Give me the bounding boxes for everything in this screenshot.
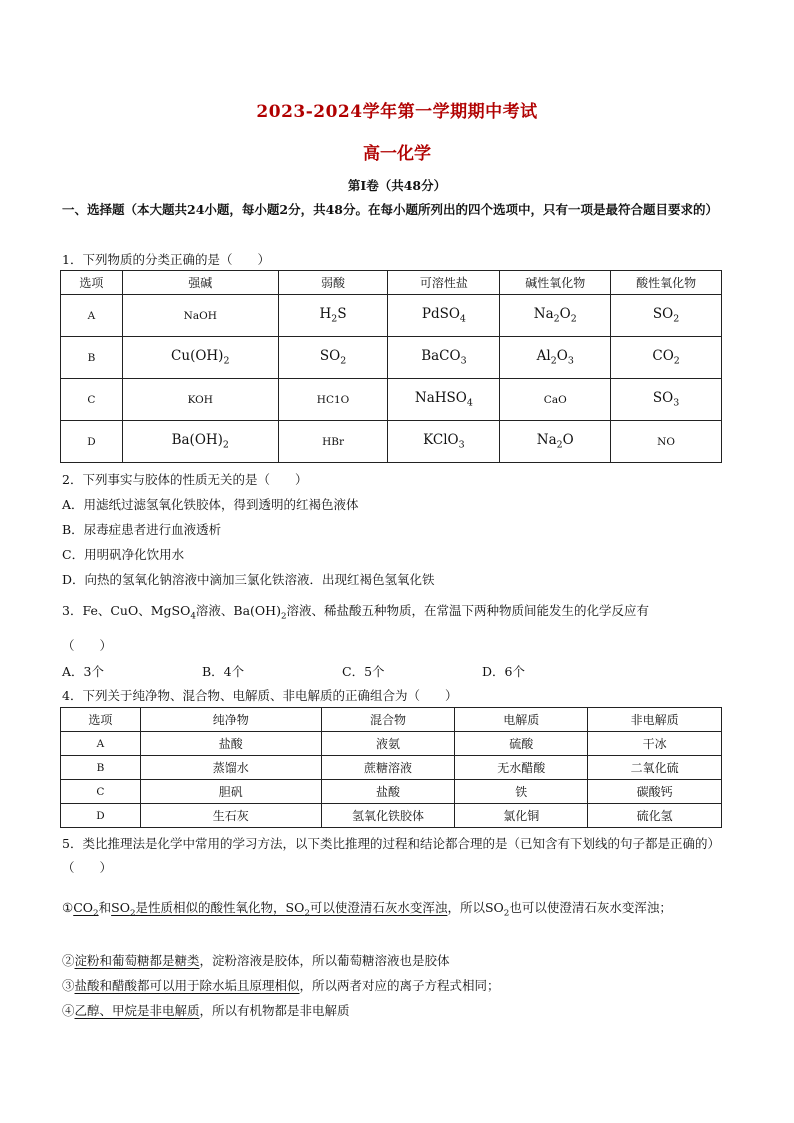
option-cell: C	[61, 379, 123, 421]
table-cell: 干冰	[588, 732, 722, 756]
q1-header-cell: 强碱	[122, 271, 278, 295]
q4-header-cell: 选项	[61, 708, 141, 732]
formula-cell: KOH	[122, 379, 278, 421]
q2-option-d: D．向热的氢氧化钠溶液中滴加三氯化铁溶液．出现红褐色氢氧化铁	[62, 572, 435, 587]
q2-option-b: B．尿毒症患者进行血液透析	[62, 522, 222, 537]
table-cell: 蔗糖溶液	[321, 756, 455, 780]
q4-header-cell: 非电解质	[588, 708, 722, 732]
formula-cell: $SO_2$	[278, 337, 388, 379]
formula-cell: NaOH	[122, 295, 278, 337]
option-cell: B	[61, 337, 123, 379]
q1-header-cell: 可溶性盐	[388, 271, 500, 295]
formula-cell: CaO	[500, 379, 611, 421]
option-cell: B	[61, 756, 141, 780]
table-row	[61, 295, 722, 337]
q1-header-cell: 选项	[61, 271, 123, 295]
table-cell: 液氨	[321, 732, 455, 756]
formula-cell: $H_2S$	[278, 295, 388, 337]
formula-cell: $Na_2O$	[500, 421, 611, 463]
q1-header-cell: 弱酸	[278, 271, 388, 295]
q2-stem: 2．下列事实与胶体的性质无关的是（ ）	[62, 472, 308, 487]
q1-header-cell: 酸性氧化物	[611, 271, 722, 295]
table-cell: 氯化铜	[455, 804, 588, 828]
formula-cell: $Al_2O_3$	[500, 337, 611, 379]
option-cell: A	[61, 295, 123, 337]
table-cell: 盐酸	[140, 732, 321, 756]
q3-option-a: A．3个	[62, 664, 104, 679]
section-instruction: 一、选择题（本大题共24小题，每小题2分，共48分。在每小题所列出的四个选项中，只有一项是最符合题目要求的）	[62, 202, 718, 217]
table-cell: 硫化氢	[588, 804, 722, 828]
q1-stem: 1．下列物质的分类正确的是（ ）	[62, 252, 270, 267]
formula-cell: $SO_3$	[611, 379, 722, 421]
q3-option-c: C．5个	[342, 664, 385, 679]
q2-option-a: A．用滤纸过滤氢氧化铁胶体，得到透明的红褐色液体	[62, 497, 359, 512]
table-cell: 碳酸钙	[588, 780, 722, 804]
q5-item-2: ②淀粉和葡萄糖都是糖类，淀粉溶液是胶体，所以葡萄糖溶液也是胶体	[62, 953, 450, 968]
table-row	[61, 780, 722, 804]
table-cell: 铁	[455, 780, 588, 804]
table-row	[61, 804, 722, 828]
table-cell: 生石灰	[140, 804, 321, 828]
formula-cell: $SO_2$	[611, 295, 722, 337]
formula-cell: $CO_2$	[611, 337, 722, 379]
subject-title: 高一化学	[363, 144, 431, 164]
option-cell: D	[61, 421, 123, 463]
formula-cell: $Na_2O_2$	[500, 295, 611, 337]
q3-stem-cont: （ ）	[62, 638, 113, 653]
table-cell: 蒸馏水	[140, 756, 321, 780]
q2-option-c: C．用明矾净化饮用水	[62, 547, 185, 562]
table-cell: 盐酸	[321, 780, 455, 804]
volume-title: 第Ⅰ卷（共48分）	[347, 178, 447, 193]
q5-item-4: ④乙醇、甲烷是非电解质，所以有机物都是非电解质	[62, 1003, 350, 1018]
q4-header-cell: 纯净物	[140, 708, 321, 732]
formula-cell: $Ba(OH)_2$	[122, 421, 278, 463]
q4-stem: 4．下列关于纯净物、混合物、电解质、非电解质的正确组合为（ ）	[62, 688, 458, 703]
table-cell: 无水醋酸	[455, 756, 588, 780]
option-cell: D	[61, 804, 141, 828]
formula-cell: $Cu(OH)_2$	[122, 337, 278, 379]
table-row	[61, 732, 722, 756]
option-cell: C	[61, 780, 141, 804]
option-cell: A	[61, 732, 141, 756]
q4-header-cell: 混合物	[321, 708, 455, 732]
table-row	[61, 379, 722, 421]
table-cell: 胆矾	[140, 780, 321, 804]
table-cell: 氢氧化铁胶体	[321, 804, 455, 828]
q1-header-row	[61, 271, 722, 295]
q3-option-d: D．6个	[482, 664, 525, 679]
formula-cell: NaHSO$_4$	[388, 379, 500, 421]
q3-stem: 3．Fe、CuO、MgSO$_4$溶液、$Ba(OH)_2$溶液、稀盐酸五种物质，在常温下两种物质间能发生的化学反应有	[62, 603, 650, 622]
formula-cell: HBr	[278, 421, 388, 463]
q4-header-row	[61, 708, 722, 732]
exam-title: 2023-2024学年第一学期期中考试	[256, 102, 538, 122]
table-row	[61, 421, 722, 463]
table-row	[61, 337, 722, 379]
q5-item-3: ③盐酸和醋酸都可以用于除水垢且原理相似，所以两者对应的离子方程式相同；	[62, 978, 500, 993]
formula-cell: KClO$_3$	[388, 421, 500, 463]
formula-cell: NO	[611, 421, 722, 463]
q5-stem: 5．类比推理法是化学中常用的学习方法，以下类比推理的过程和结论都合理的是（已知含有下划线的句子都是正确的）（ ）	[62, 836, 720, 875]
table-cell: 二氧化硫	[588, 756, 722, 780]
q1-header-cell: 碱性氧化物	[500, 271, 611, 295]
q1-table	[60, 270, 722, 463]
formula-cell: HC1O	[278, 379, 388, 421]
table-cell: 硫酸	[455, 732, 588, 756]
q4-table	[60, 707, 722, 828]
q4-header-cell: 电解质	[455, 708, 588, 732]
table-row	[61, 756, 722, 780]
formula-cell: BaCO$_3$	[388, 337, 500, 379]
q3-option-b: B．4个	[202, 664, 245, 679]
formula-cell: PdSO$_4$	[388, 295, 500, 337]
q5-item-1: $①CO_2$和$SO_2$是性质相似的酸性氧化物，$SO_2$可以使澄清石灰水变浑浊，所以$SO_2$也可以使澄清石灰水变浑浊；	[62, 900, 672, 919]
